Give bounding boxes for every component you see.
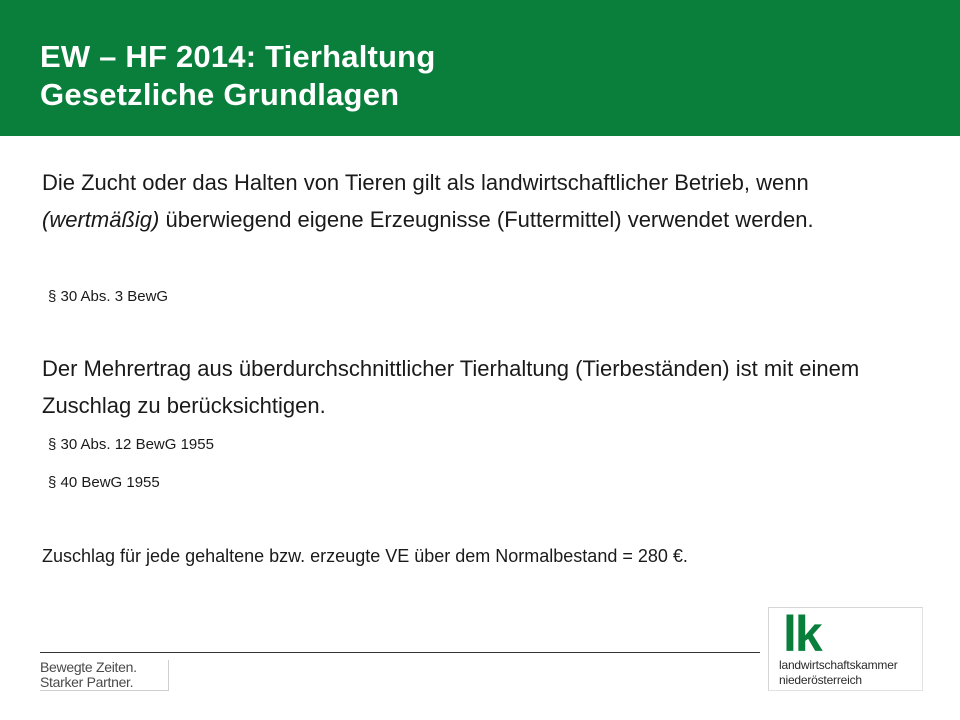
logo-text-line-1: landwirtschaftskammer bbox=[779, 658, 898, 672]
title-banner bbox=[0, 0, 960, 136]
lk-logo bbox=[768, 607, 923, 691]
slide-title bbox=[40, 38, 435, 114]
paragraph-zucht-italic: (wertmäßig) bbox=[42, 207, 160, 232]
slogan-line-2: Starker Partner. bbox=[40, 674, 134, 690]
footer-divider bbox=[40, 652, 760, 653]
logo-text bbox=[779, 658, 898, 688]
paragraph-zucht-text-2: überwiegend eigene Erzeugnisse (Futtermittel) verwendet werden. bbox=[159, 207, 814, 232]
paragraph-zuschlag: Zuschlag für jede gehaltene bzw. erzeugte VE über dem Normalbestand = 280 €. bbox=[42, 546, 688, 566]
logo-text-line-2: niederösterreich bbox=[779, 673, 862, 687]
footer-slogan bbox=[40, 660, 169, 691]
legal-reference-2: § 30 Abs. 12 BewG 1955 bbox=[48, 436, 214, 453]
title-line-2: Gesetzliche Grundlagen bbox=[40, 77, 400, 112]
paragraph-mehrertrag: Der Mehrertrag aus überdurchschnittlicher Tierhaltung (Tierbeständen) ist mit einem Zuschlag zu berücksichtigen. bbox=[42, 356, 860, 418]
slogan-line-1: Bewegte Zeiten. bbox=[40, 659, 137, 675]
logo-mark: lk bbox=[783, 606, 821, 662]
legal-reference-3: § 40 BewG 1955 bbox=[48, 474, 160, 491]
paragraph-zucht-text-1: Die Zucht oder das Halten von Tieren gilt als landwirtschaftlicher Betrieb, wenn bbox=[42, 170, 809, 195]
legal-reference-1: § 30 Abs. 3 BewG bbox=[48, 288, 169, 305]
title-line-1: EW – HF 2014: Tierhaltung bbox=[40, 39, 436, 74]
paragraph-zucht bbox=[42, 164, 922, 238]
